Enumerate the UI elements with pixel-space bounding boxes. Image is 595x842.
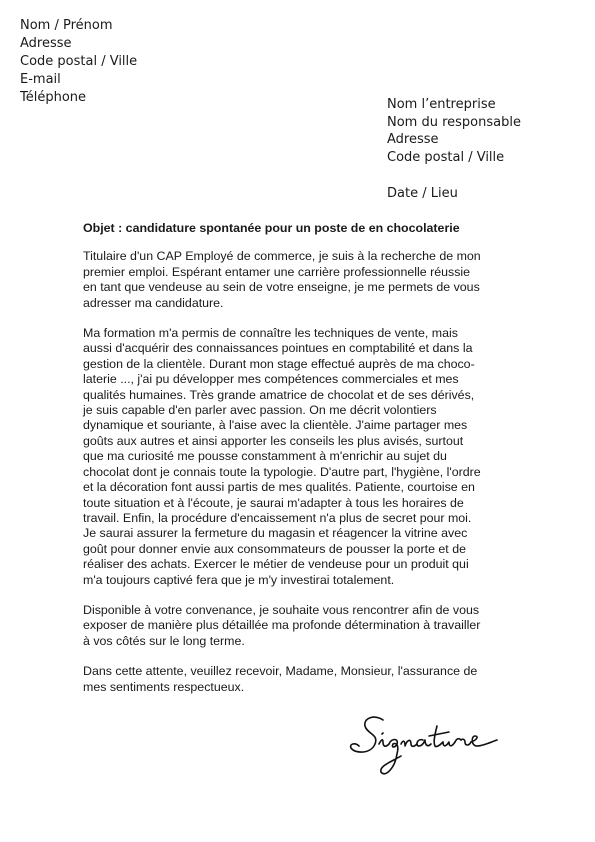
letter-line: chocolat dont je connais toute la typologie. D'autre part, l'hygiène, l'ordre <box>83 464 481 479</box>
sender-email: E-mail <box>20 72 61 87</box>
recipient-manager: Nom du responsable <box>387 114 521 130</box>
letter-line: mes sentiments respectueux. <box>83 679 245 694</box>
handwritten-signature <box>345 712 505 787</box>
letter-line: Ma formation m'a permis de connaître les techniques de vente, mais <box>83 326 458 341</box>
recipient-block <box>387 96 521 166</box>
letter-line: goût pour donner envie aux consommateurs de pousser la porte et de <box>83 541 466 556</box>
letter-line: travail. Enfin, la procédure d'encaissement n'a plus de secret pour moi. <box>83 510 472 525</box>
letter-subject: Objet : candidature spontanée pour un poste de en chocolaterie <box>83 221 460 235</box>
letter-line: que ma curiosité me pousse constamment à m'enrichir au sujet du <box>83 449 447 464</box>
paragraph-intro <box>83 249 503 311</box>
sender-block <box>20 17 137 107</box>
letter-line: dynamique et souriante, à l'aise avec la clientèle. J'aime partager mes <box>83 418 468 433</box>
letter-line: je suis capable d'en parler avec passion. On me décrit volontiers <box>83 403 437 418</box>
letter-line: Titulaire d'un CAP Employé de commerce, je suis à la recherche de mon <box>83 249 481 264</box>
letter-line: qualités humaines. Très grande amatrice de chocolat et de ses dérivés, <box>83 387 475 402</box>
letter-body <box>83 221 503 710</box>
letter-line: à vos côtés sur le long terme. <box>83 633 245 648</box>
sender-name: Nom / Prénom <box>20 18 113 33</box>
date-place: Date / Lieu <box>387 186 458 201</box>
paragraph-training <box>83 326 503 588</box>
paragraph-closing <box>83 664 503 695</box>
letter-line: gestion de la clientèle. Durant mon stage effectué auprès de ma choco- <box>83 356 475 371</box>
letter-line: adresser ma candidature. <box>83 295 224 310</box>
letter-line: goûts aux autres et ainsi apporter les conseils les plus avisés, surtout <box>83 433 464 448</box>
sender-postal-city: Code postal / Ville <box>20 54 138 69</box>
sender-address: Adresse <box>20 36 72 51</box>
letter-line: Dans cette attente, veuillez recevoir, Madame, Monsieur, l'assurance de <box>83 664 478 679</box>
recipient-address: Adresse <box>387 132 439 147</box>
letter-line: Disponible à votre convenance, je souhaite vous rencontrer afin de vous <box>83 602 480 617</box>
letter-line: réaliser des achats. Exercer le métier de vendeuse pour un produit qui <box>83 557 469 572</box>
recipient-postal-city: Code postal / Ville <box>387 149 505 165</box>
letter-line: toute situation et à l'écoute, je saurai m'adapter à tous les horaires de <box>83 495 464 510</box>
letter-line: premier emploi. Espérant entamer une carrière professionnelle réussie <box>83 264 471 279</box>
letter-line: laterie ..., j'ai pu développer mes compétences commerciales et mes <box>83 372 459 387</box>
letter-line: m'a toujours captivé fera que je m'y investirai totalement. <box>83 572 395 587</box>
sender-phone: Téléphone <box>20 90 87 105</box>
letter-line: en tant que vendeuse au sein de votre enseigne, je me permets de vous <box>83 280 480 295</box>
letter-line: Je saurai assurer la fermeture du magasin et réagencer la vitrine avec <box>83 526 468 541</box>
letter-line: exposer de manière plus détaillée ma profonde détermination à travailler <box>83 618 481 633</box>
letter-line: et la décoration font aussi partis de mes qualités. Patiente, courtoise en <box>83 480 475 495</box>
paragraph-availability <box>83 603 503 649</box>
letter-line: aussi d'acquérir des connaissances pointues en comptabilité et dans la <box>83 341 473 356</box>
recipient-company: Nom l’entreprise <box>387 97 496 112</box>
